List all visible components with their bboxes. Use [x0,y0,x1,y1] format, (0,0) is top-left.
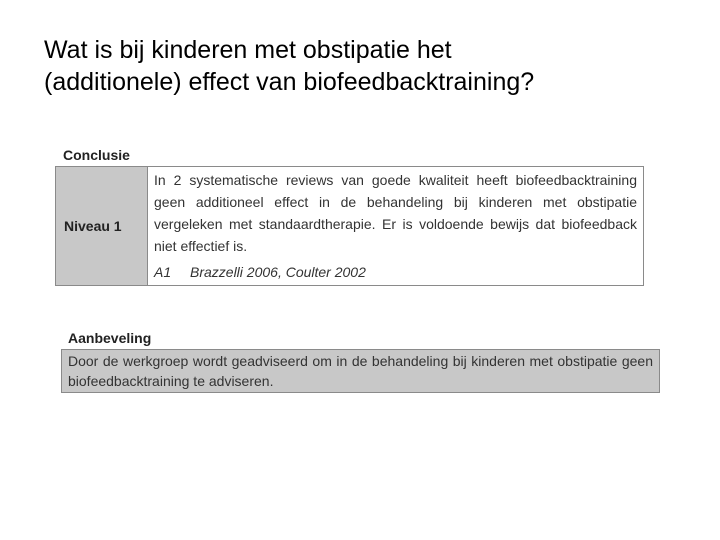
aanbeveling-box [61,349,660,393]
niveau-cell [56,167,148,285]
title-line-1: Wat is bij kinderen met obstipatie het [44,36,452,64]
aanbeveling-text: Door de werkgroep wordt geadviseerd om in de behandeling bij kinderen met obstipatie geen biofeedbacktraining te adviseren. [68,353,653,389]
aanbeveling-label: Aanbeveling [68,330,152,346]
conclusie-body [148,167,643,285]
reference-list: Brazzelli 2006, Coulter 2002 [190,264,366,280]
niveau-label: Niveau 1 [64,218,122,234]
conclusie-table [55,166,644,286]
conclusie-references [154,261,366,283]
title-line-2: (additionele) effect van biofeedbacktraining? [44,68,535,96]
page-title [44,34,684,98]
conclusie-label: Conclusie [63,147,130,163]
evidence-level: A1 [154,264,172,280]
conclusie-text: In 2 systematische reviews van goede kwaliteit heeft biofeedbacktraining geen additioneel effect in de behandeling bij kinderen met obstipatie vergeleken met standaardtherapie. Er is voldoende bewijs dat biofeedback niet effectief is. [154,172,637,254]
